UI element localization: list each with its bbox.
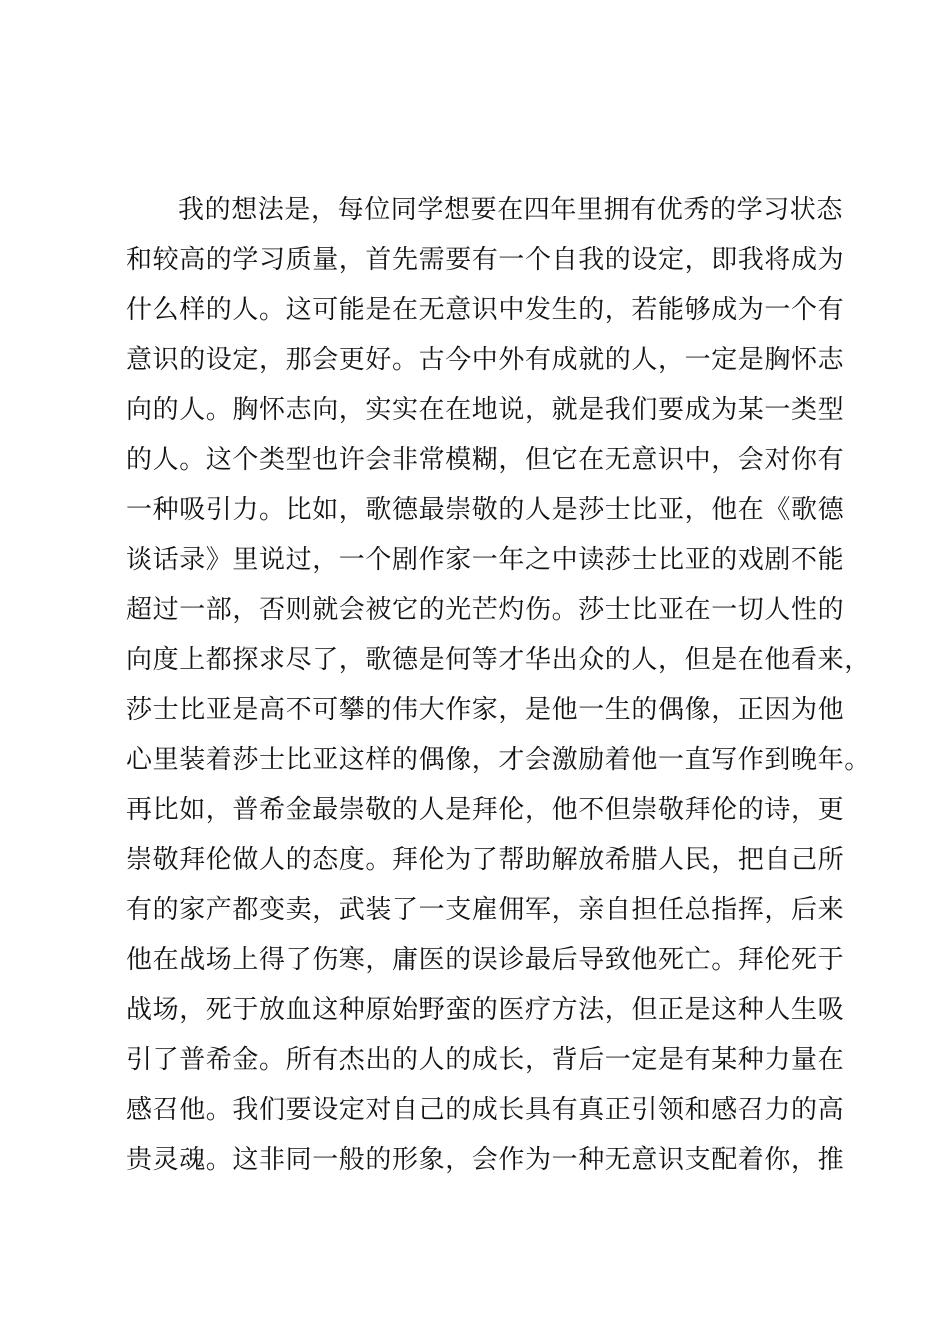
text-line: 感召他。我们要设定对自己的成长具有真正引领和感召力的高 (126, 1095, 845, 1125)
text-line: 有的家产都变卖，武装了一支雇佣军，亲自担任总指挥，后来 (126, 895, 845, 925)
text-line: 心里装着莎士比亚这样的偶像，才会激励着他一直写作到晚年。 (126, 745, 871, 775)
text-line: 引了普希金。所有杰出的人的成长，背后一定是有某种力量在 (126, 1045, 845, 1075)
text-line: 他在战场上得了伤寒，庸医的误诊最后导致他死亡。拜伦死于 (126, 945, 845, 975)
text-line: 的人。这个类型也许会非常模糊，但它在无意识中，会对你有 (126, 445, 845, 475)
text-line: 向的人。胸怀志向，实实在在地说，就是我们要成为某一类型 (126, 395, 845, 425)
text-line: 和较高的学习质量，首先需要有一个自我的设定，即我将成为 (126, 245, 845, 275)
text-line: 莎士比亚是高不可攀的伟大作家，是他一生的偶像，正因为他 (126, 695, 845, 725)
text-line: 崇敬拜伦做人的态度。拜伦为了帮助解放希腊人民，把自己所 (126, 845, 845, 875)
text-line: 再比如，普希金最崇敬的人是拜伦，他不但崇敬拜伦的诗，更 (126, 795, 845, 825)
text-line: 什么样的人。这可能是在无意识中发生的，若能够成为一个有 (126, 295, 845, 325)
text-line: 战场，死于放血这种原始野蛮的医疗方法，但正是这种人生吸 (126, 995, 845, 1025)
text-line: 超过一部，否则就会被它的光芒灼伤。莎士比亚在一切人性的 (126, 595, 845, 625)
text-line: 我的想法是，每位同学想要在四年里拥有优秀的学习状态 (178, 195, 844, 225)
body-paragraph (126, 185, 871, 1185)
text-line: 向度上都探求尽了，歌德是何等才华出众的人，但是在他看来， (126, 645, 871, 675)
text-line: 谈话录》里说过，一个剧作家一年之中读莎士比亚的戏剧不能 (126, 545, 845, 575)
text-line: 贵灵魂。这非同一般的形象，会作为一种无意识支配着你，推 (126, 1145, 845, 1175)
text-line: 意识的设定，那会更好。古今中外有成就的人，一定是胸怀志 (126, 345, 845, 375)
text-line: 一种吸引力。比如，歌德最崇敬的人是莎士比亚，他在《歌德 (126, 495, 845, 525)
